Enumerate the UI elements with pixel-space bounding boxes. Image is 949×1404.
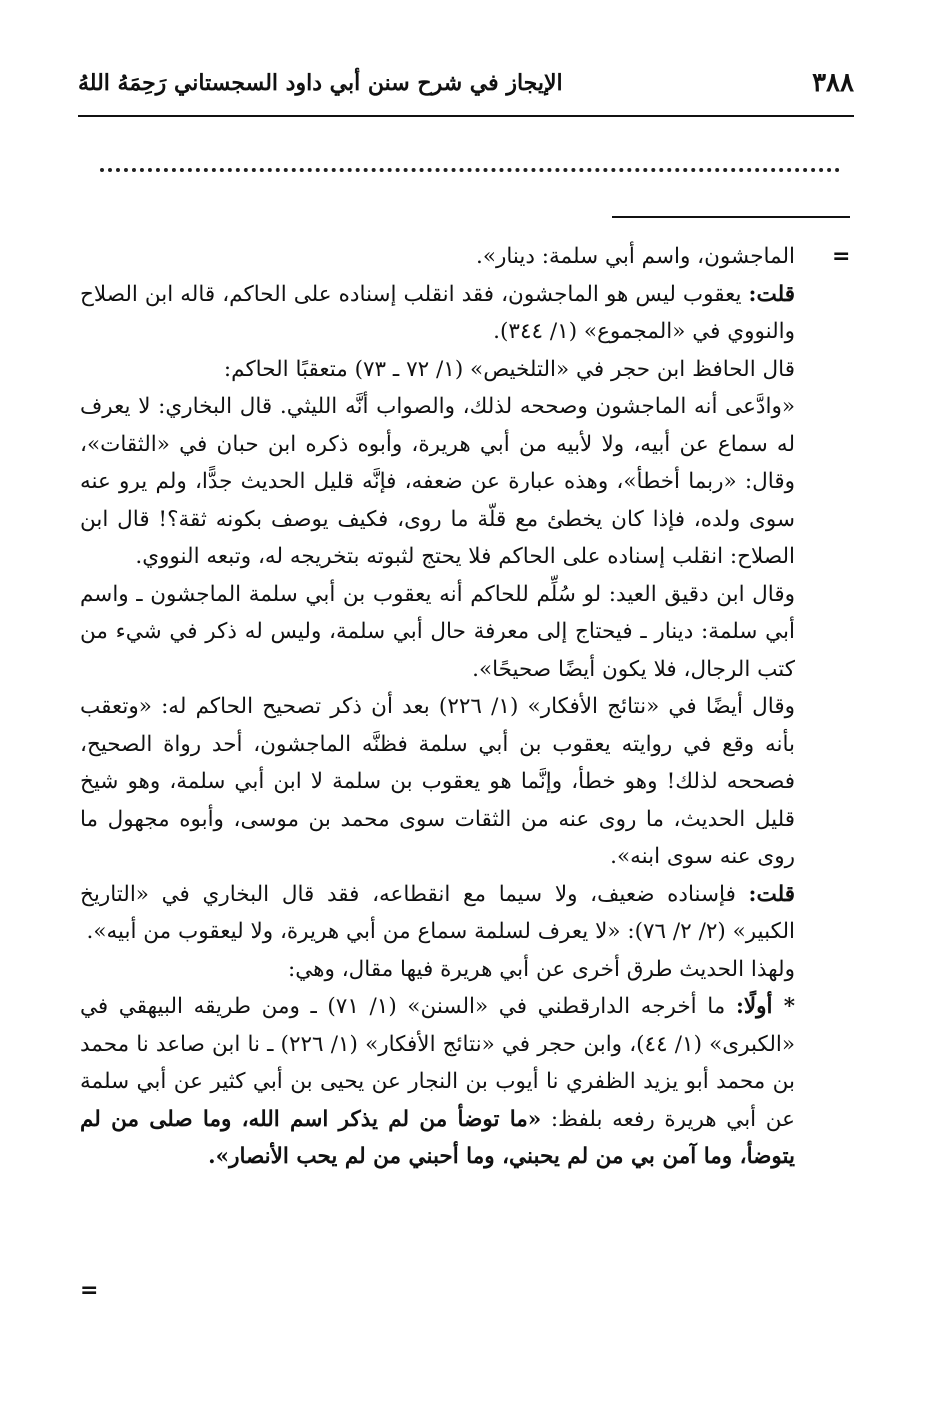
lead-word: قلت: [748,881,795,907]
running-header [78,64,854,108]
paragraph-9: * أولًا: ما أخرجه الدارقطني في «السنن» (١/ ٧١) ـ ومن طريقه البيهقي في «الكبرى» (١/ ٤٤)، وابن حجر في «نتائج الأفكار» (١/ ٢٢٦) ـ نا ابن صاعد نا محمد بن محمد أبو يزيد الظفري نا أيوب بن النجار عن يحيى بن أبي كثير عن أبي سلمة عن أبي هريرة رفعه بلفظ: «ما توضأ من لم يذكر اسم الله، وما صلى من لم يتوضأ، وما آمن بي من لم يحبني، وما أحبني من لم يحب الأنصار». [80,994,796,1169]
paragraph-2: قلت: يعقوب ليس هو الماجشون، فقد انقلب إسناده على الحاكم، قاله ابن الصلاح والنووي في «المجموع» (١/ ٣٤٤). [80,281,795,344]
paragraph-8: ولهذا الحديث طرق أخرى عن أبي هريرة فيها مقال، وهي: [287,956,795,982]
hadith-text: «ما توضأ من لم يذكر اسم الله، وما صلى من لم يتوضأ، وما آمن بي من لم يحبني، وما أحبني من لم يحب الأنصار». [80,1106,795,1169]
footnote-rule [612,216,850,218]
paragraph-1: الماجشون، واسم أبي سلمة: دينار». [475,244,795,269]
paragraph-7: قلت: فإسناده ضعيف، ولا سيما مع انقطاعه، فقد قال البخاري في «التاريخ الكبير» (٢/ ٢/ ٧٦): «لا يعرف لسلمة سماع من أبي هريرة، ولا ليعقوب من أبيه». [80,881,795,944]
lead-word: قلت: [748,281,795,307]
continuation-mark-bottom: = [80,1278,99,1303]
continuation-mark-top: = [832,244,851,269]
lead-word: * أولًا: [735,994,795,1019]
dotted-separator [100,168,840,172]
footnote-body [80,238,795,1176]
header-rule [78,115,854,117]
page-number: ٣٨٨ [812,68,854,98]
paragraph-3: قال الحافظ ابن حجر في «التلخيص» (١/ ٧٢ ـ ٧٣) متعقبًا الحاكم: [223,356,795,382]
paragraph-5: وقال ابن دقيق العيد: لو سُلِّم للحاكم أنه يعقوب بن أبي سلمة الماجشون ـ واسم أبي سلمة: دينار ـ فيحتاج إلى معرفة حال أبي سلمة، وليس له ذكر في شيء من كتب الرجال، فلا يكون أيضًا صحيحًا». [80,581,795,682]
paragraph-6: وقال أيضًا في «نتائج الأفكار» (١/ ٢٢٦) بعد أن ذكر تصحيح الحاكم له: «وتعقب بأنه وقع في روايته يعقوب بن أبي سلمة فظنَّه الماجشون، أحد رواة الصحيح، فصححه لذلك! وهو خطأ، وإنَّما هو يعقوب بن سلمة لا ابن أبي سلمة، وهو شيخ قليل الحديث، ما روى عنه من الثقات سوى محمد بن موسى، وأبوه مجهول ما روى عنه سوى ابنه». [80,694,795,869]
book-title: الإيجاز في شرح سنن أبي داود السجستاني رَحِمَهُ اللهُ [78,70,563,96]
paragraph-4: «وادَّعى أنه الماجشون وصححه لذلك، والصواب أنَّه الليثي. قال البخاري: لا يعرف له سماع عن أبيه، ولا لأبيه من أبي هريرة، وأبوه ذكره ابن حبان في «الثقات»، وقال: «ربما أخطأ»، وهذه عبارة عن ضعفه، فإنَّه قليل الحديث جدًّا، ولم يرو عنه سوى ولده، فإذا كان يخطئ مع قلّة ما روى، فكيف يوصف بكونه ثقة؟! قال ابن الصلاح: انقلب إسناده على الحاكم فلا يحتج لثبوته بتخريجه له، وتبعه النووي. [80,394,795,569]
